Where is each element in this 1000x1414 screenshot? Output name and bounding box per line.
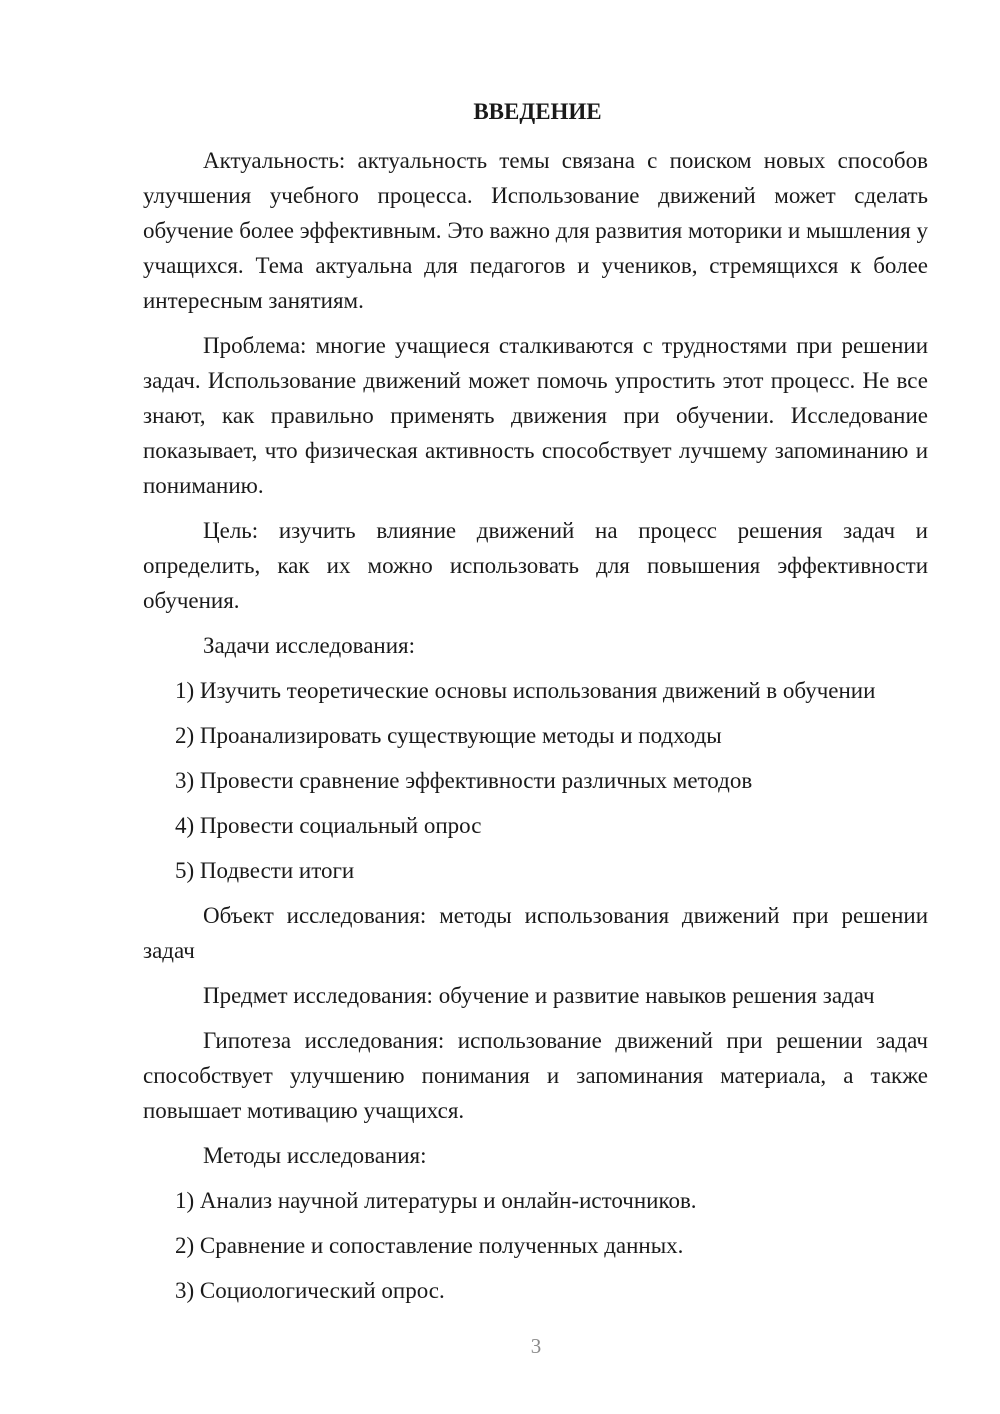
tasks-list (143, 673, 928, 888)
page-title: ВВЕДЕНИЕ (473, 99, 602, 124)
list-item: 2) Проанализировать существующие методы и подходы (175, 723, 722, 748)
list-item: 4) Провести социальный опрос (175, 813, 482, 838)
list-item: 1) Анализ научной литературы и онлайн-источников. (175, 1188, 697, 1213)
list-item: 1) Изучить теоретические основы использования движений в обучении (175, 678, 876, 703)
page-content (143, 94, 928, 1318)
paragraph-subject: Предмет исследования: обучение и развитие навыков решения задач (203, 983, 875, 1008)
list-item: 3) Провести сравнение эффективности различных методов (175, 768, 753, 793)
paragraph-goal: Цель: изучить влияние движений на процесс решения задач и определить, как их можно использовать для повышения эффективности обучения. (143, 518, 928, 613)
paragraph-relevance: Актуальность: актуальность темы связана с поиском новых способов улучшения учебного процесса. Использование движений может сделать обучение более эффективным. Это важно для развития моторики и мышления у учащихся. Тема актуальна для педагогов и учеников, стремящихся к более интересным занятиям. (143, 148, 928, 313)
tasks-title: Задачи исследования: (203, 633, 416, 658)
list-item: 3) Социологический опрос. (175, 1278, 445, 1303)
paragraph-object: Объект исследования: методы использования движений при решении задач (143, 903, 928, 963)
page-number: 3 (530, 1334, 542, 1358)
paragraph-hypothesis: Гипотеза исследования: использование движений при решении задач способствует улучшению понимания и запоминания материала, а также повышает мотивацию учащихся. (143, 1028, 928, 1123)
methods-title: Методы исследования: (203, 1143, 427, 1168)
methods-list (143, 1183, 928, 1308)
list-item: 5) Подвести итоги (175, 858, 355, 883)
paragraph-problem: Проблема: многие учащиеся сталкиваются с трудностями при решении задач. Использование движений может помочь упростить этот процесс. Не все знают, как правильно применять движения при обучении. Исследование показывает, что физическая активность способствует лучшему запоминанию и пониманию. (143, 333, 928, 498)
list-item: 2) Сравнение и сопоставление полученных данных. (175, 1233, 684, 1258)
